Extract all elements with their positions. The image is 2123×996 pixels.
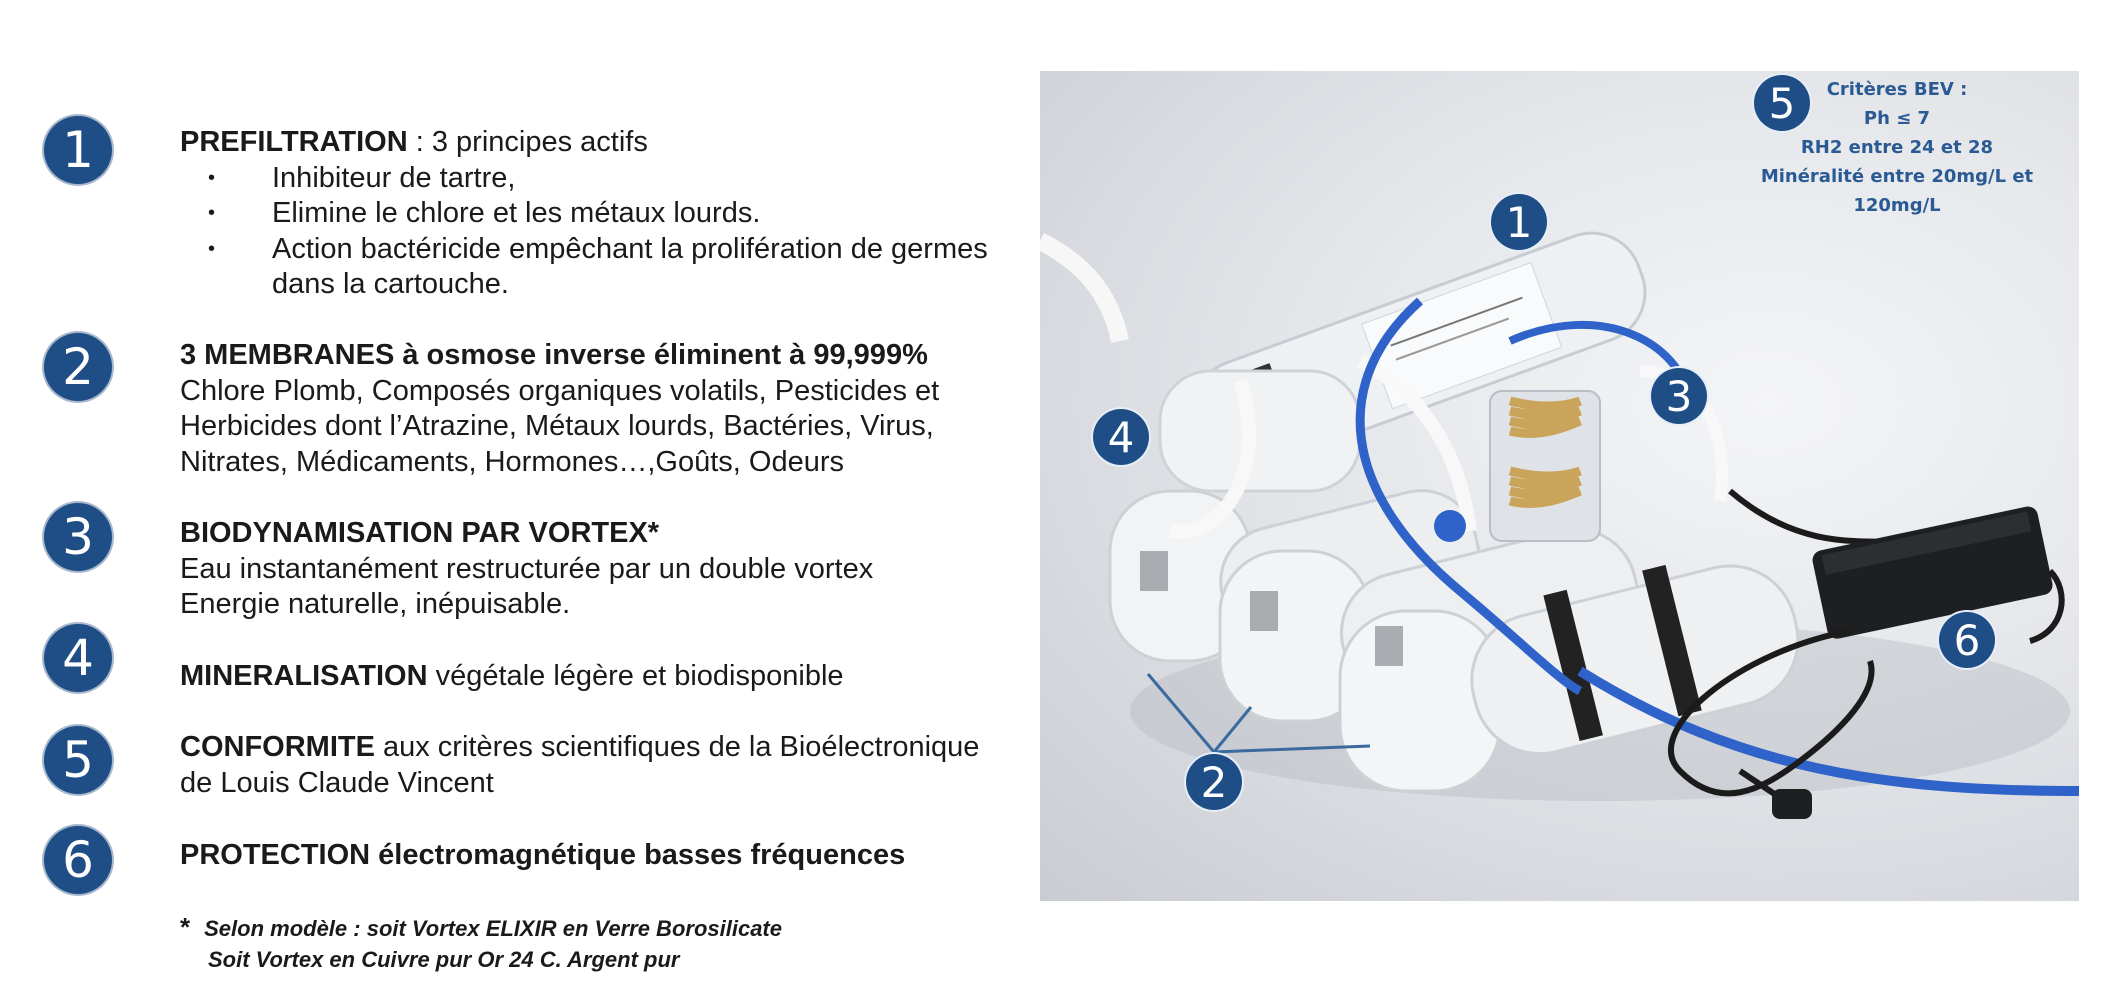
- item-title: MINERALISATION: [180, 660, 428, 692]
- footnote-line-1: Selon modèle : soit Vortex ELIXIR en Verre Borosilicate: [204, 916, 782, 941]
- item-conformite: [180, 730, 979, 801]
- footnote-asterisk: *: [180, 912, 191, 942]
- photo-badge-6: 6: [1939, 612, 1995, 668]
- item-prefiltration: [180, 125, 988, 303]
- list-item: • Inhibiteur de tartre,: [180, 161, 988, 197]
- item-title: 3 MEMBRANES à osmose inverse éliminent à 99,999%: [180, 339, 928, 371]
- number-badge-1: 1: [44, 116, 112, 184]
- criteria-title: Critères BEV :: [1826, 79, 1968, 100]
- item-protection: [180, 838, 905, 874]
- item-mineralisation: [180, 659, 844, 695]
- criteria-line: Minéralité entre 20mg/L et 120mg/L: [1760, 166, 2034, 216]
- item-title: PREFILTRATION: [180, 126, 408, 158]
- criteria-line: Ph ≤ 7: [1863, 108, 1931, 129]
- photo-badge-1: 1: [1491, 194, 1547, 250]
- item-subtitle: végétale légère et biodisponible: [427, 660, 844, 692]
- number-badge-6: 6: [44, 826, 112, 894]
- bullet-list: [180, 161, 988, 268]
- footnote-line-2: Soit Vortex en Cuivre pur Or 24 C. Argent pur: [208, 947, 680, 972]
- number-badge-5: 5: [44, 726, 112, 794]
- photo-badge-4: 4: [1093, 409, 1149, 465]
- photo-badge-5: 5: [1754, 75, 1810, 131]
- criteria-line: RH2 entre 24 et 28: [1800, 137, 1994, 158]
- number-badge-2: 2: [44, 333, 112, 401]
- list-item: • Action bactéricide empêchant la prolifération de germes: [180, 232, 988, 268]
- product-photo: [1040, 71, 2079, 901]
- footnote: [180, 912, 782, 975]
- list-item: • Elimine le chlore et les métaux lourds.: [180, 196, 988, 232]
- item-title: BIODYNAMISATION PAR VORTEX*: [180, 517, 660, 549]
- list-item-continuation: dans la cartouche.: [272, 268, 509, 300]
- item-line: de Louis Claude Vincent: [180, 766, 494, 799]
- item-line: Eau instantanément restructurée par un double vortex: [180, 552, 874, 585]
- item-title: CONFORMITE: [180, 731, 375, 763]
- item-title: PROTECTION électromagnétique basses fréquences: [180, 839, 906, 871]
- item-vortex: [180, 516, 873, 623]
- item-line: Herbicides dont l’Atrazine, Métaux lourds, Bactéries, Virus,: [180, 410, 934, 442]
- item-membranes: [180, 338, 939, 480]
- item-line: Energie naturelle, inépuisable.: [180, 588, 571, 620]
- photo-badge-3: 3: [1651, 368, 1707, 424]
- item-line: Chlore Plomb, Composés organiques volatils, Pesticides et: [180, 374, 940, 407]
- number-badge-4: 4: [44, 624, 112, 692]
- photo-badge-2: 2: [1186, 754, 1242, 810]
- item-subtitle: aux critères scientifiques de la Bioélectronique: [374, 731, 980, 763]
- number-badge-3: 3: [44, 503, 112, 571]
- item-subtitle: : 3 principes actifs: [407, 126, 648, 158]
- item-line: Nitrates, Médicaments, Hormones…,Goûts, Odeurs: [180, 445, 845, 478]
